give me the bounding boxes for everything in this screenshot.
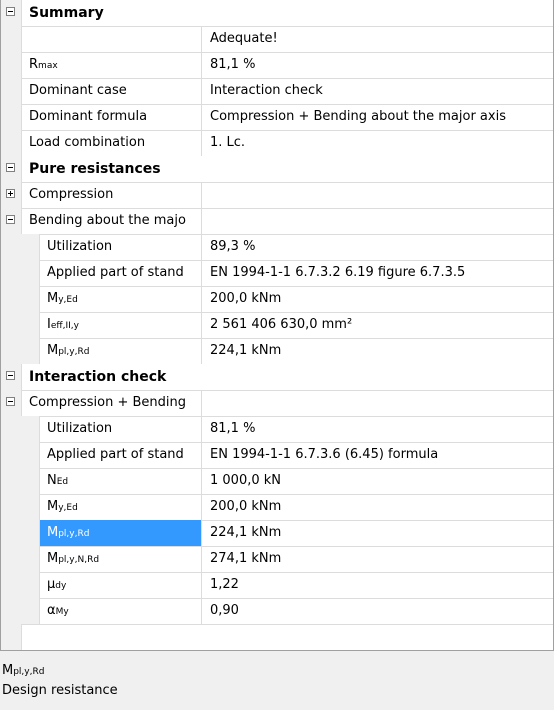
gutter: [1, 78, 22, 104]
gutter: [1, 104, 22, 130]
group-title: Compression: [29, 187, 114, 202]
property-value: 89,3 %: [201, 234, 553, 260]
property-name: Dominant formula: [29, 109, 148, 124]
gutter: [1, 416, 40, 442]
property-name-my-ed: My,Ed: [47, 499, 78, 514]
group-bending[interactable]: [1, 208, 553, 235]
collapse-icon[interactable]: [6, 163, 15, 172]
section-interaction-check[interactable]: [1, 364, 553, 391]
property-value: 0,90: [201, 598, 553, 624]
property-value: Interaction check: [201, 78, 553, 104]
property-name-mpl-n-rd: Mpl,y,N,Rd: [47, 551, 100, 566]
interaction-row[interactable]: [1, 468, 553, 495]
bending-row[interactable]: [1, 260, 553, 287]
property-value: 224,1 kNm: [201, 338, 553, 364]
summary-row[interactable]: [1, 130, 553, 157]
gutter: [1, 156, 22, 182]
property-name-mu-dy: μdy: [47, 577, 67, 592]
property-value: 2 561 406 630,0 mm²: [201, 312, 553, 338]
summary-row[interactable]: [1, 52, 553, 79]
group-compression[interactable]: [1, 182, 553, 209]
property-name: [22, 26, 201, 52]
property-name: Utilization: [47, 421, 113, 436]
group-compression-bending[interactable]: [1, 390, 553, 417]
property-name: Utilization: [47, 239, 113, 254]
interaction-row[interactable]: [1, 572, 553, 599]
section-title: Pure resistances: [29, 161, 161, 177]
property-name: Dominant case: [29, 83, 127, 98]
gutter: [1, 130, 22, 156]
interaction-row-selected[interactable]: [1, 520, 553, 547]
gutter: [1, 52, 22, 78]
property-value: Compression + Bending about the major axis: [201, 104, 553, 130]
gutter: [1, 598, 40, 624]
bending-row[interactable]: [1, 234, 553, 261]
collapse-icon[interactable]: [6, 215, 15, 224]
summary-row[interactable]: [1, 78, 553, 105]
property-value: [201, 208, 553, 234]
collapse-icon[interactable]: [6, 397, 15, 406]
gutter: [1, 520, 40, 546]
interaction-row[interactable]: [1, 546, 553, 573]
gutter: [1, 0, 22, 26]
section-title: Interaction check: [29, 369, 167, 385]
gutter: [1, 208, 22, 234]
property-value: EN 1994-1-1 6.7.3.2 6.19 figure 6.7.3.5: [201, 260, 553, 286]
gutter: [1, 390, 22, 416]
property-value: 1 000,0 kN: [201, 468, 553, 494]
bending-row[interactable]: [1, 312, 553, 339]
interaction-row[interactable]: [1, 442, 553, 469]
property-value: EN 1994-1-1 6.7.3.6 (6.45) formula: [201, 442, 553, 468]
interaction-row[interactable]: [1, 598, 553, 625]
gutter: [1, 624, 22, 650]
property-value: 200,0 kNm: [201, 286, 553, 312]
section-pure-resistances[interactable]: [1, 156, 553, 183]
property-name-mpl-rd: Mpl,y,Rd: [40, 520, 201, 546]
gutter: [1, 286, 40, 312]
gutter: [1, 572, 40, 598]
summary-row[interactable]: [1, 104, 553, 131]
bending-row[interactable]: [1, 286, 553, 313]
expand-icon[interactable]: [6, 189, 15, 198]
description-title: Mpl,y,Rd: [2, 663, 45, 678]
property-name-ned: NEd: [47, 473, 69, 488]
interaction-row[interactable]: [1, 416, 553, 443]
gutter: [1, 26, 22, 52]
description-text: Design resistance: [2, 683, 118, 698]
section-summary[interactable]: [1, 0, 553, 27]
property-name-mpl-rd: Mpl,y,Rd: [47, 343, 90, 358]
group-title: Bending about the majo: [29, 213, 186, 228]
bending-row[interactable]: [1, 338, 553, 365]
gutter: [1, 364, 22, 390]
property-name: Applied part of stand: [47, 447, 184, 462]
property-name-my-ed: My,Ed: [47, 291, 78, 306]
gutter: [1, 546, 40, 572]
property-name: Applied part of stand: [47, 265, 184, 280]
property-value: [201, 390, 553, 416]
gutter: [1, 312, 40, 338]
interaction-row[interactable]: [1, 494, 553, 521]
empty-row: [1, 624, 553, 650]
gutter: [1, 260, 40, 286]
section-title: Summary: [29, 5, 104, 21]
gutter: [1, 442, 40, 468]
property-value: 224,1 kNm: [201, 520, 553, 546]
gutter: [1, 182, 22, 208]
group-title: Compression + Bending: [29, 395, 187, 410]
property-name: Load combination: [29, 135, 146, 150]
description-panel: [0, 651, 554, 710]
collapse-icon[interactable]: [6, 371, 15, 380]
property-value: 81,1 %: [201, 416, 553, 442]
gutter: [1, 234, 40, 260]
gutter: [1, 338, 40, 364]
property-value: [201, 182, 553, 208]
property-name-alpha-my: αMy: [47, 603, 69, 618]
property-name-rmax: Rmax: [29, 57, 58, 72]
property-value: 274,1 kNm: [201, 546, 553, 572]
gutter: [1, 468, 40, 494]
property-value: 1,22: [201, 572, 553, 598]
property-value: 81,1 %: [201, 52, 553, 78]
collapse-icon[interactable]: [6, 7, 15, 16]
property-value: 1. Lc.: [201, 130, 553, 156]
property-value: Adequate!: [201, 26, 553, 52]
summary-row[interactable]: [1, 26, 553, 53]
property-name-ieff: Ieff,II,y: [47, 317, 79, 332]
gutter: [1, 494, 40, 520]
property-value: 200,0 kNm: [201, 494, 553, 520]
